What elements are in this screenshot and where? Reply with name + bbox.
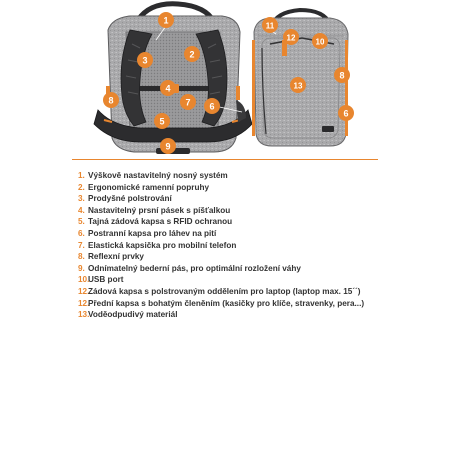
- feature-number: 2.: [78, 182, 85, 192]
- callout-back-7-number: 7: [185, 97, 191, 108]
- feature-item: [78, 286, 364, 298]
- feature-item: [78, 228, 364, 240]
- callout-back-8: [103, 92, 119, 108]
- callout-front-10-number: 10: [315, 37, 325, 47]
- callout-back-9: [160, 138, 176, 154]
- feature-text: Voděodpudivý materiál: [88, 310, 178, 320]
- callout-front-13: [290, 77, 306, 93]
- feature-text: USB port: [88, 275, 124, 285]
- callout-front-12-number: 12: [286, 33, 296, 43]
- feature-number: 13.: [78, 310, 90, 320]
- feature-item: [78, 216, 364, 228]
- feature-number: 6.: [78, 228, 85, 238]
- feature-number: 12.: [78, 286, 90, 296]
- feature-text: Tajná zádová kapsa s RFID ochranou: [88, 217, 233, 227]
- feature-number: 4.: [78, 205, 85, 215]
- callout-front-6-number: 6: [343, 108, 349, 119]
- feature-text: Výškově nastavitelný nosný systém: [88, 171, 228, 180]
- feature-item: [78, 274, 364, 286]
- callout-back-2: [184, 46, 200, 62]
- callout-back-4: [160, 80, 176, 96]
- callout-back-3: [137, 52, 153, 68]
- section-divider: [72, 159, 378, 160]
- feature-number: 7.: [78, 240, 85, 250]
- feature-number: 3.: [78, 194, 85, 204]
- callout-front-13-number: 13: [293, 81, 303, 91]
- feature-number: 1.: [78, 171, 85, 180]
- feature-text: Elastická kapsička pro mobilní telefon: [88, 240, 237, 250]
- feature-list: [78, 170, 364, 321]
- callout-back-4-number: 4: [165, 83, 171, 94]
- feature-text: Přední kapsa s bohatým členěním (kasičky pro klíče, stravenky, pera...): [88, 298, 365, 308]
- feature-text: Prodyšné polstrování: [88, 194, 172, 204]
- feature-text: Postranní kapsa pro láhev na pití: [88, 228, 217, 238]
- callout-front-8-number: 8: [339, 70, 345, 81]
- callout-back-7: [180, 94, 196, 110]
- feature-item: [78, 298, 364, 310]
- callout-front-11-number: 11: [265, 21, 275, 31]
- callout-back-1-number: 1: [163, 15, 169, 26]
- feature-number: 12.: [78, 298, 90, 308]
- feature-item: [78, 170, 364, 182]
- feature-number: 9.: [78, 263, 85, 273]
- feature-text: Reflexní prvky: [88, 252, 144, 262]
- callout-back-6-number: 6: [209, 101, 215, 112]
- feature-item: [78, 182, 364, 194]
- feature-text: Nastavitelný prsní pásek s píšťalkou: [88, 205, 231, 215]
- feature-item: [78, 309, 364, 321]
- callout-front-8: [334, 67, 350, 83]
- feature-text: Zádová kapsa s polstrovaným oddělením pro laptop (laptop max. 15´´): [88, 286, 361, 296]
- feature-text: Ergonomické ramenní popruhy: [88, 182, 210, 192]
- feature-item: [78, 205, 364, 217]
- backpack-figure: [0, 0, 450, 160]
- feature-number: 5.: [78, 217, 85, 227]
- feature-item: [78, 263, 364, 275]
- callout-front-10: [312, 33, 328, 49]
- callout-back-2-number: 2: [189, 49, 195, 60]
- feature-item: [78, 251, 364, 263]
- feature-number: 10.: [78, 275, 90, 285]
- feature-text: Odnímatelný bederní pás, pro optimální rozložení váhy: [88, 263, 301, 273]
- feature-item: [78, 240, 364, 252]
- backpack-back-view: [94, 4, 252, 154]
- callout-back-5-number: 5: [159, 116, 165, 127]
- callout-front-12: [283, 29, 299, 45]
- callout-back-8-number: 8: [108, 95, 114, 106]
- feature-item: [78, 193, 364, 205]
- callout-back-3-number: 3: [142, 55, 148, 66]
- callout-back-9-number: 9: [165, 141, 171, 152]
- callout-front-6: [338, 105, 354, 121]
- feature-number: 8.: [78, 252, 85, 262]
- callout-back-5: [154, 113, 170, 129]
